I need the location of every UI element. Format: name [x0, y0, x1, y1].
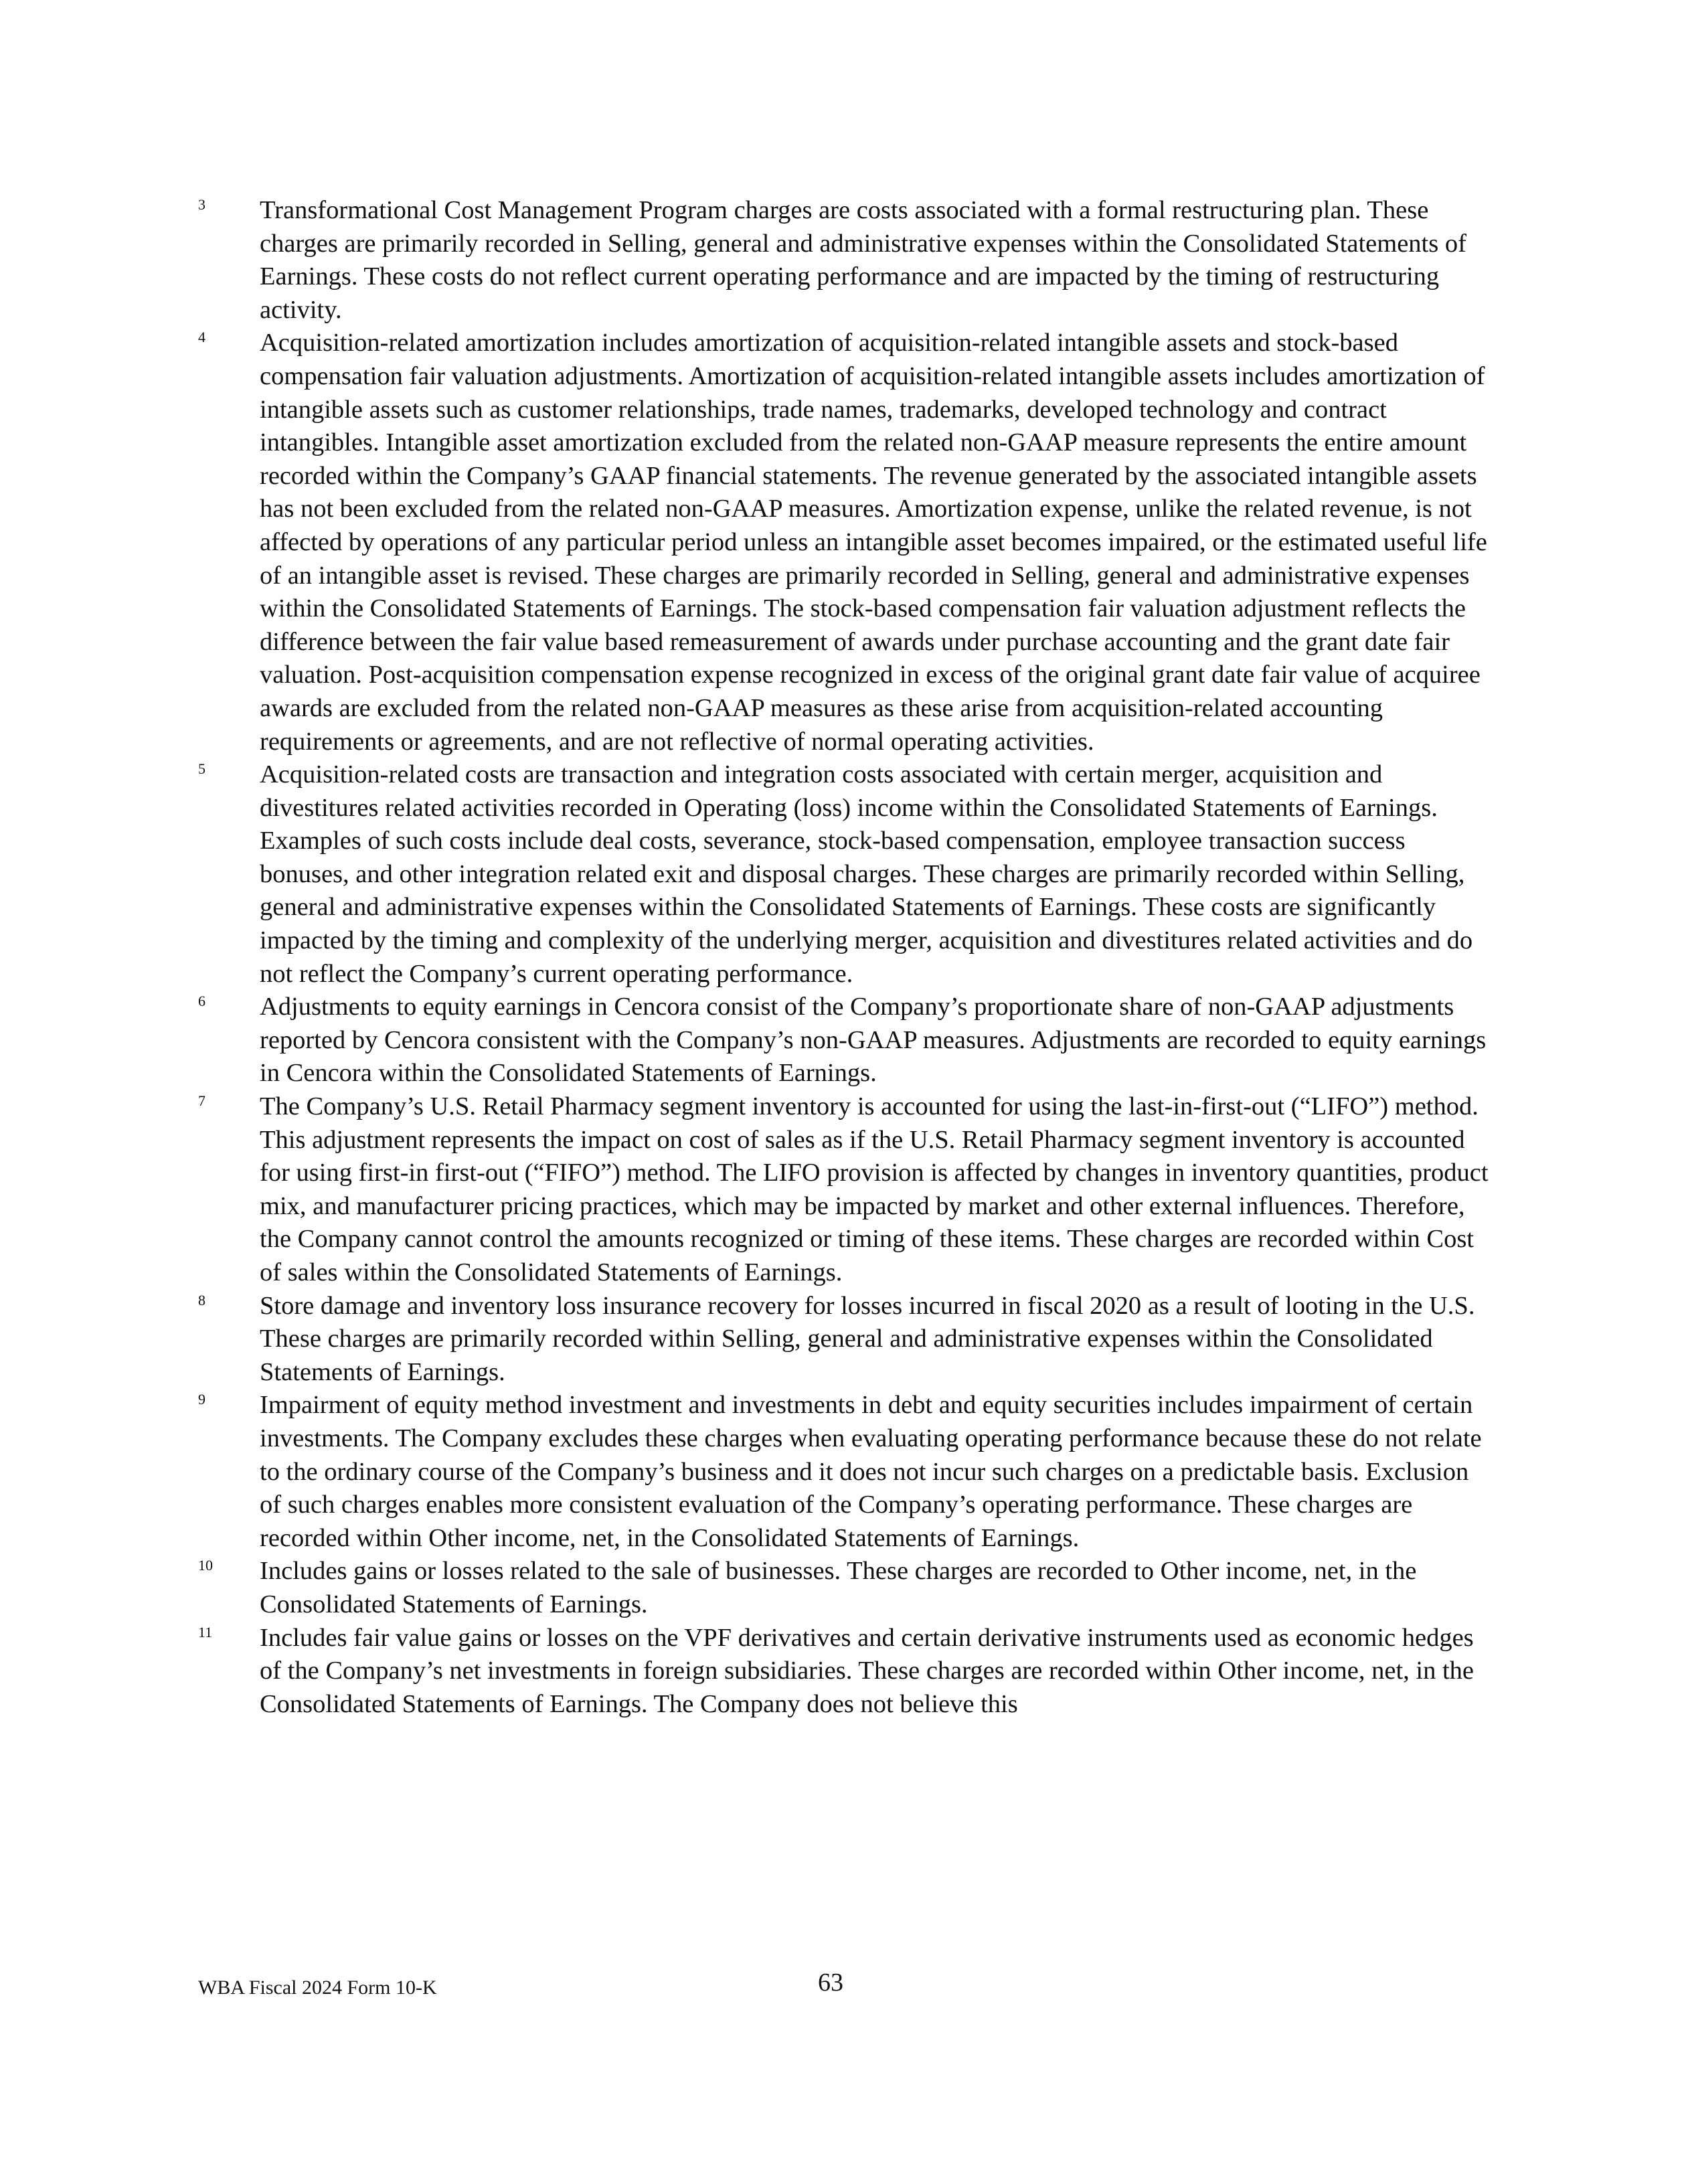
footnote — [198, 1622, 1490, 1721]
footnote-text: Acquisition-related amortization includes amortization of acquisition-related intangible assets and stock-based compensation fair valuation adjustments. Amortization of acquisition-related intangible assets includes amortization of intangible assets such as customer relationships, trade names, trademarks, developed technology and contract intangibles. Intangible asset amortization excluded from the related non-GAAP measure represents the entire amount recorded within the Company’s GAAP financial statements. The revenue generated by the associated intangible assets has not been excluded from the related non-GAAP measures. Amortization expense, unlike the related revenue, is not affected by operations of any particular period unless an intangible asset becomes impaired, or the estimated useful life of an intangible asset is revised. These charges are primarily recorded in Selling, general and administrative expenses within the Consolidated Statements of Earnings. The stock-based compensation fair valuation adjustment reflects the difference between the fair value based remeasurement of awards under purchase accounting and the grant date fair valuation. Post-acquisition compensation expense recognized in excess of the original grant date fair value of acquiree awards are excluded from the related non-GAAP measures as these arise from acquisition-related accounting requirements or agreements, and are not reflective of normal operating activities. — [260, 329, 1487, 756]
footnote-text: Impairment of equity method investment and investments in debt and equity securities includes impairment of certain investments. The Company excludes these charges when evaluating operating performance because these do not relate to the ordinary course of the Company’s business and it does not incur such charges on a predictable basis. Exclusion of such charges enables more consistent evaluation of the Company’s operating performance. These charges are recorded within Other income, net, in the Consolidated Statements of Earnings. — [260, 1391, 1482, 1552]
footnote-number: 7 — [198, 1092, 205, 1110]
footnote-text: Acquisition-related costs are transaction and integration costs associated with certain merger, acquisition and divestitures related activities recorded in Operating (loss) income within the Consolidated Statements of Earnings. Examples of such costs include deal costs, severance, stock-based compensation, employee transaction success bonuses, and other integration related exit and disposal charges. These charges are primarily recorded within Selling, general and administrative expenses within the Consolidated Statements of Earnings. These costs are significantly impacted by the timing and complexity of the underlying merger, acquisition and divestitures related activities and do not reflect the Company’s current operating performance. — [260, 760, 1473, 988]
footnote — [198, 1555, 1490, 1621]
footnote-number: 10 — [198, 1557, 213, 1574]
footnote — [198, 327, 1490, 758]
footnote — [198, 758, 1490, 991]
footnote-number: 5 — [198, 760, 205, 778]
footnote — [198, 991, 1490, 1090]
footer-document-title: WBA Fiscal 2024 Form 10-K — [198, 1977, 437, 1999]
footnote — [198, 1090, 1490, 1290]
footnote-text: Includes gains or losses related to the sale of businesses. These charges are recorded to Other income, net, in the Consolidated Statements of Earnings. — [260, 1557, 1417, 1618]
footnote-text: Transformational Cost Management Program charges are costs associated with a formal restructuring plan. These charges are primarily recorded in Selling, general and administrative expenses within the Consolidated Statements of Earnings. These costs do not reflect current operating performance and are impacted by the timing of restructuring activity. — [260, 196, 1466, 324]
footnote — [198, 1389, 1490, 1555]
footnote-text: Adjustments to equity earnings in Cencora consist of the Company’s proportionate share of non-GAAP adjustments reported by Cencora consistent with the Company’s non-GAAP measures. Adjustments are recorded to equity earnings in Cencora within the Consolidated Statements of Earnings. — [260, 993, 1487, 1088]
footnotes-list — [198, 194, 1490, 1721]
footnote-number: 4 — [198, 329, 205, 346]
footnote-number: 11 — [198, 1623, 213, 1641]
footnote — [198, 194, 1490, 327]
footnote-text: Includes fair value gains or losses on the VPF derivatives and certain derivative instruments used as economic hedges of the Company’s net investments in foreign subsidiaries. These charges are recorded within Other income, net, in the Consolidated Statements of Earnings. The Company does not believe this — [260, 1623, 1475, 1718]
footnote-number: 9 — [198, 1391, 205, 1408]
footnote-text: Store damage and inventory loss insurance recovery for losses incurred in fiscal 2020 as a result of looting in the U.S. These charges are primarily recorded within Selling, general and administrative expenses within the Consolidated Statements of Earnings. — [260, 1291, 1475, 1386]
footnote-text: The Company’s U.S. Retail Pharmacy segment inventory is accounted for using the last-in-first-out (“LIFO”) method. This adjustment represents the impact on cost of sales as if the U.S. Retail Pharmacy segment inventory is accounted for using first-in first-out (“FIFO”) method. The LIFO provision is affected by changes in inventory quantities, product mix, and manufacturer pricing practices, which may be impacted by market and other external influences. Therefore, the Company cannot control the amounts recognized or timing of these items. These charges are recorded within Cost of sales within the Consolidated Statements of Earnings. — [260, 1092, 1489, 1286]
page-number: 63 — [818, 1968, 843, 1997]
footnote-number: 3 — [198, 196, 205, 213]
footnote-number: 8 — [198, 1291, 205, 1309]
footnote — [198, 1290, 1490, 1390]
footnote-number: 6 — [198, 993, 205, 1010]
